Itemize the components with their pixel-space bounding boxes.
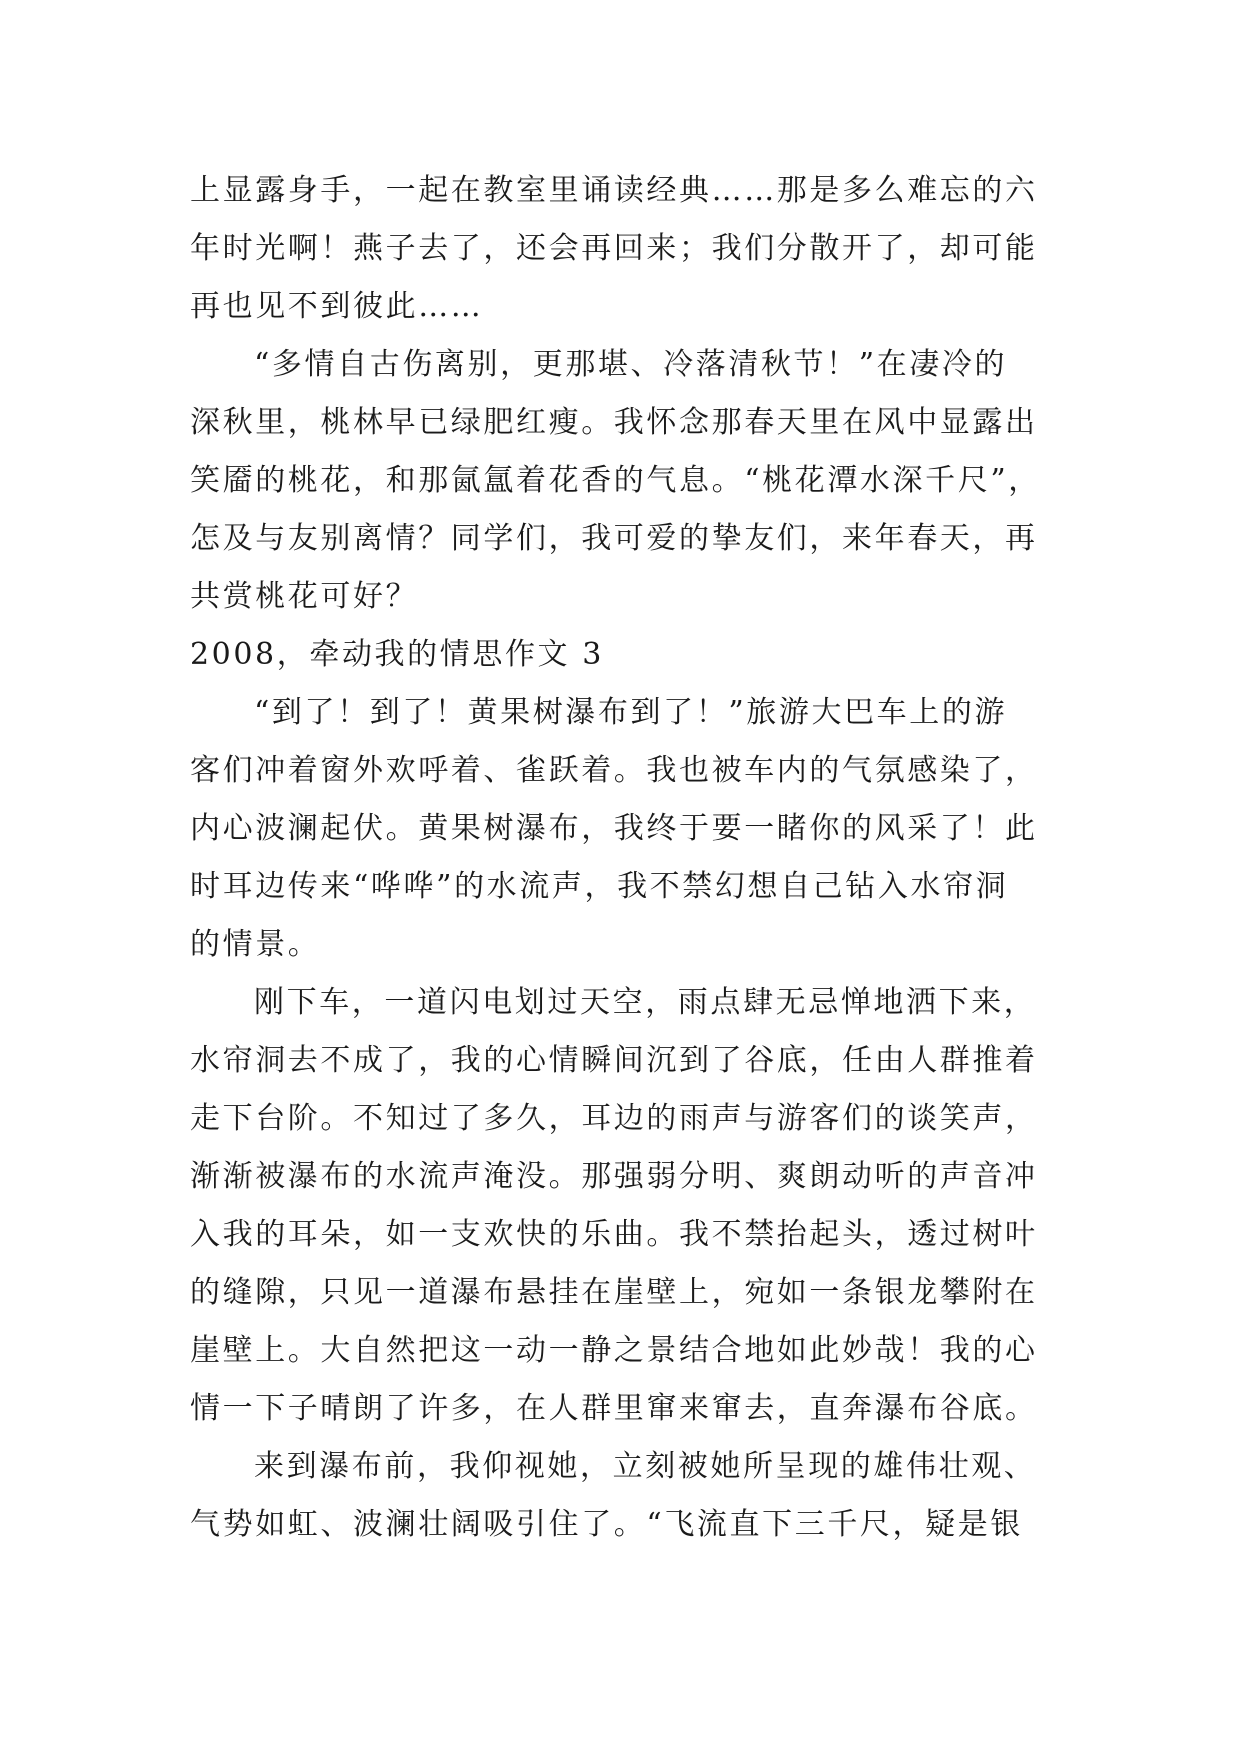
text-line: 笑靥的桃花，和那氤氲着花香的气息。“桃花潭水深千尺”， — [190, 463, 1041, 498]
text-line: 年时光啊！燕子去了，还会再回来；我们分散开了，却可能 — [190, 231, 1038, 266]
text-line: “多情自古伤离别，更那堪、冷落清秋节！”在凄冷的 — [254, 347, 1008, 382]
text-line: 来到瀑布前，我仰视她，立刻被她所呈现的雄伟壮观、 — [254, 1449, 1037, 1484]
text-line: 内心波澜起伏。黄果树瀑布，我终于要一睹你的风采了！此 — [190, 811, 1038, 846]
text-line: 崖壁上。大自然把这一动一静之景结合地如此妙哉！我的心 — [190, 1333, 1038, 1368]
text-line: “到了！到了！黄果树瀑布到了！”旅游大巴车上的游 — [254, 695, 1008, 730]
text-line: 水帘洞去不成了，我的心情瞬间沉到了谷底，任由人群推着 — [190, 1043, 1038, 1078]
text-line: 渐渐被瀑布的水流声淹没。那强弱分明、爽朗动听的声音冲 — [190, 1159, 1038, 1194]
text-line: 的情景。 — [190, 927, 321, 962]
text-line: 上显露身手，一起在教室里诵读经典……那是多么难忘的六 — [190, 173, 1038, 208]
section-heading: 2008，牵动我的情思作文 3 — [190, 637, 604, 672]
text-line: 走下台阶。不知过了多久，耳边的雨声与游客们的谈笑声， — [190, 1101, 1038, 1136]
text-line: 时耳边传来“哗哗”的水流声，我不禁幻想自己钻入水帘洞 — [190, 869, 1009, 904]
text-line: 共赏桃花可好？ — [190, 579, 419, 614]
essay-text — [190, 162, 1060, 1554]
text-line: 客们冲着窗外欢呼着、雀跃着。我也被车内的气氛感染了， — [190, 753, 1038, 788]
text-line: 再也见不到彼此…… — [190, 289, 484, 324]
text-line: 入我的耳朵，如一支欢快的乐曲。我不禁抬起头，透过树叶 — [190, 1217, 1038, 1252]
text-line: 刚下车，一道闪电划过天空，雨点肆无忌惮地洒下来， — [254, 985, 1037, 1020]
text-line: 怎及与友别离情？同学们，我可爱的挚友们，来年春天，再 — [190, 521, 1038, 556]
text-line: 情一下子晴朗了许多，在人群里窜来窜去，直奔瀑布谷底。 — [190, 1391, 1038, 1426]
text-line: 深秋里，桃林早已绿肥红瘦。我怀念那春天里在风中显露出 — [190, 405, 1038, 440]
text-line: 的缝隙，只见一道瀑布悬挂在崖壁上，宛如一条银龙攀附在 — [190, 1275, 1038, 1310]
text-line: 气势如虹、波澜壮阔吸引住了。“飞流直下三千尺，疑是银 — [190, 1507, 1023, 1542]
